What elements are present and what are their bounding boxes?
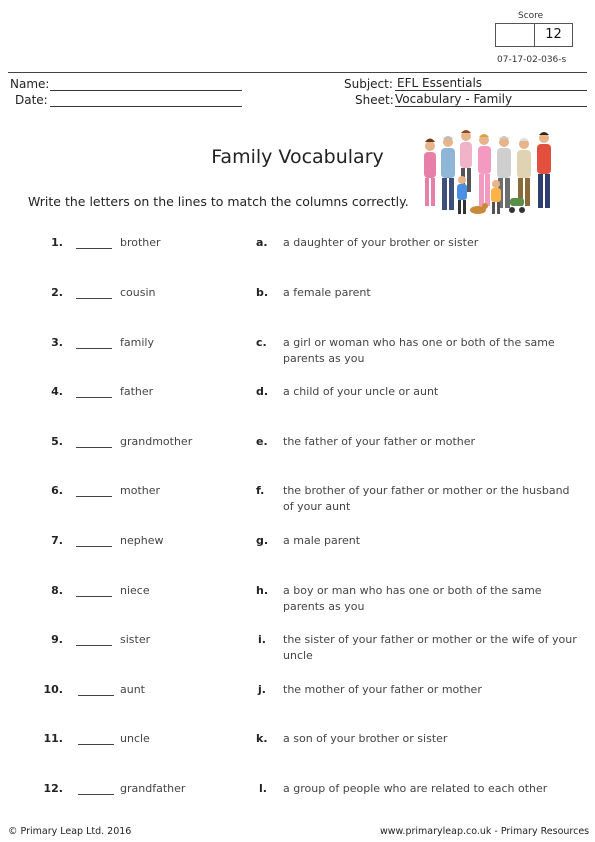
definition-text: a girl or woman who has one or both of the same parents as you [283,336,555,365]
score-box [495,23,573,47]
definition-letter: j. [258,683,266,696]
subject-label: Subject: [344,77,393,91]
answer-blank[interactable] [76,397,112,398]
item-number: 9. [51,633,63,646]
definition-letter: f. [256,484,265,497]
adult-figure-7 [537,132,551,208]
item-number: 2. [51,286,63,299]
answer-blank[interactable] [76,298,112,299]
vocab-word: family [120,336,154,349]
score-value: 12 [545,27,562,42]
item-number: 10. [43,683,63,696]
subject-value: EFL Essentials [397,76,483,90]
answer-blank[interactable] [76,348,112,349]
item-number: 7. [51,534,63,547]
definition-text: a child of your uncle or aunt [283,385,439,398]
vocab-word: uncle [120,732,150,745]
definition-text: a male parent [283,534,361,547]
definition-letter: k. [256,732,268,745]
family-group-illustration [418,122,558,222]
definition-letter: b. [256,286,269,299]
answer-blank[interactable] [76,546,112,547]
vocab-word: nephew [120,534,164,547]
header-divider [8,72,587,73]
child-figure-1 [457,176,467,214]
adult-figure-4 [478,134,491,206]
adult-figure-6 [517,138,531,206]
child-figure-2 [491,180,501,214]
item-number: 1. [51,236,63,249]
definition-text: a group of people who are related to each other [283,782,548,795]
date-label: Date: [15,93,48,107]
answer-blank[interactable] [76,248,112,249]
item-number: 8. [51,584,63,597]
answer-blank[interactable] [76,645,112,646]
footer-website: www.primaryleap.co.uk - Primary Resources [380,826,590,837]
definition-text: a daughter of your brother or sister [283,236,479,249]
definition-text: a son of your brother or sister [283,732,448,745]
vocab-word: brother [120,236,161,249]
adult-figure-1 [424,139,436,207]
item-number: 6. [51,484,63,497]
item-number: 4. [51,385,63,398]
item-number: 5. [51,435,63,448]
definition-letter: l. [259,782,267,795]
definition-text: the sister of your father or mother or the wife of your uncle [283,633,577,662]
definition-text: a female parent [283,286,371,299]
score-label: Score [518,11,544,21]
definition-letter: e. [256,435,268,448]
name-field[interactable] [50,77,242,91]
definition-letter: h. [256,584,269,597]
item-number: 3. [51,336,63,349]
sheet-value: Vocabulary - Family [395,92,513,106]
vocab-word: cousin [120,286,156,299]
sheet-line [395,93,587,107]
item-number: 12. [43,782,63,795]
vocab-word: grandfather [120,782,186,795]
stroller-figure [509,198,525,213]
vocab-word: father [120,385,154,398]
subject-line [395,77,587,91]
sheet-label: Sheet: [355,93,394,107]
vocab-word: niece [120,584,150,597]
answer-blank[interactable] [76,596,112,597]
answer-blank[interactable] [78,695,114,696]
vocab-word: aunt [120,683,145,696]
definition-letter: i. [258,633,266,646]
definition-text: the father of your father or mother [283,435,476,448]
footer-copyright: © Primary Leap Ltd. 2016 [8,826,132,837]
definition-letter: d. [256,385,269,398]
definition-text: a boy or man who has one or both of the same parents as you [283,584,542,613]
worksheet-code: 07-17-02-036-s [497,55,567,65]
answer-blank[interactable] [78,744,114,745]
vocab-word: mother [120,484,161,497]
instructions: Write the letters on the lines to match the columns correctly. [28,194,409,209]
score-entry-cell [496,24,535,46]
page-title: Family Vocabulary [211,146,384,168]
definition-text: the brother of your father or mother or the husband of your aunt [283,484,570,513]
definition-text: the mother of your father or mother [283,683,482,696]
adult-figure-2 [441,136,455,210]
item-number: 11. [43,732,63,745]
definition-letter: c. [256,336,267,349]
name-label: Name: [10,77,50,91]
answer-blank[interactable] [78,794,114,795]
vocab-word: grandmother [120,435,193,448]
date-field[interactable] [50,93,242,107]
definition-letter: g. [256,534,269,547]
answer-blank[interactable] [76,447,112,448]
answer-blank[interactable] [76,496,112,497]
vocab-word: sister [120,633,151,646]
definition-letter: a. [256,236,268,249]
